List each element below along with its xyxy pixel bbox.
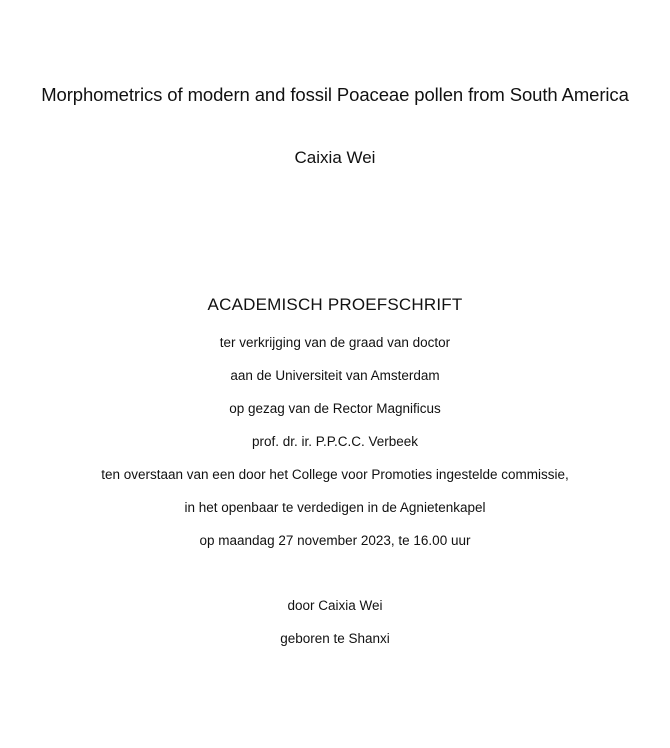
authority-line: op gezag van de Rector Magnificus <box>229 401 441 416</box>
committee-line: ten overstaan van een door het College voor Promoties ingestelde commissie, <box>101 467 569 482</box>
defense-location-line: in het openbaar te verdedigen in de Agnietenkapel <box>184 500 486 515</box>
defense-date-line: op maandag 27 november 2023, te 16.00 uur <box>199 533 471 548</box>
author-name: Caixia Wei <box>294 148 376 167</box>
thesis-title: Morphometrics of modern and fossil Poaceae pollen from South America <box>41 84 629 105</box>
university-line: aan de Universiteit van Amsterdam <box>230 368 440 383</box>
by-author-line: door Caixia Wei <box>287 598 383 613</box>
dissertation-heading: ACADEMISCH PROEFSCHRIFT <box>207 295 463 314</box>
birthplace-line: geboren te Shanxi <box>280 631 390 646</box>
degree-line: ter verkrijging van de graad van doctor <box>219 335 451 350</box>
rector-name-line: prof. dr. ir. P.P.C.C. Verbeek <box>251 434 419 449</box>
